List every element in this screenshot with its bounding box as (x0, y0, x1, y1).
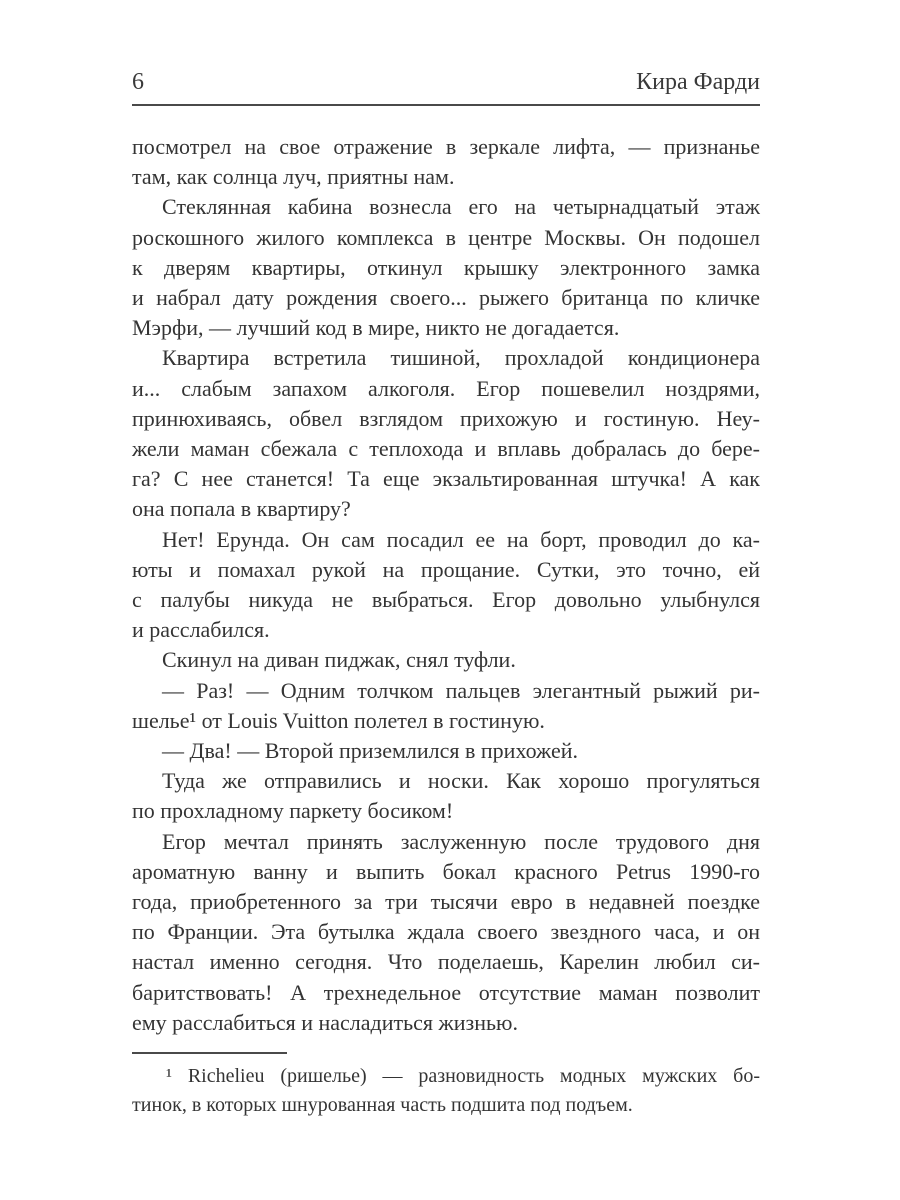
text-line: и набрал дату рождения своего... рыжего британца по кличке (132, 285, 760, 311)
text-line: — Два! — Второй приземлился в прихожей. (162, 738, 579, 764)
text-line: Стеклянная кабина вознесла его на четырнадцатый этаж (162, 194, 760, 220)
paragraph (132, 827, 760, 1038)
text-line: с палубы никуда не выбраться. Егор довольно улыбнулся (132, 587, 760, 613)
text-line: га? С нее станется! Та еще экзальтированная штучка! А как (132, 466, 760, 492)
text-line: Нет! Ерунда. Он сам посадил ее на борт, проводил до ка- (162, 526, 760, 552)
paragraph (132, 192, 760, 343)
paragraph (132, 525, 760, 646)
paragraph (132, 736, 760, 766)
text-line: баритствовать! А трехнедельное отсутствие маман позволит (132, 979, 760, 1005)
text-line: ему расслабиться и насладиться жизнью. (132, 1009, 518, 1035)
text-line: жели маман сбежала с теплохода и вплавь добралась до бере- (132, 436, 760, 462)
text-line: юты и помахал рукой на прощание. Сутки, это точно, ей (132, 556, 760, 582)
page-body (132, 132, 760, 1038)
text-line: посмотрел на свое отражение в зеркале лифта, — признанье (132, 134, 760, 159)
page-number: 6 (132, 69, 144, 95)
text-line: настал именно сегодня. Что поделаешь, Карелин любил си- (132, 949, 760, 975)
text-line: по прохладному паркету босиком! (132, 798, 454, 824)
paragraph (132, 1062, 760, 1120)
paragraph (132, 645, 760, 675)
text-line: тинок, в которых шнурованная часть подшита под подъем. (132, 1094, 633, 1117)
paragraph (132, 766, 760, 826)
text-line: она попала в квартиру? (132, 496, 351, 522)
footnote-separator (132, 1052, 287, 1054)
text-line: по Франции. Эта бутылка ждала своего звездного часа, и он (132, 919, 760, 945)
paragraph (132, 676, 760, 736)
text-line: Квартира встретила тишиной, прохладой кондиционера (162, 345, 760, 371)
text-line: года, приобретенного за три тысячи евро в недавней поездке (132, 889, 760, 915)
text-line: и... слабым запахом алкоголя. Егор пошевелил ноздрями, (132, 375, 760, 401)
page-content (132, 68, 760, 1120)
text-line: роскошного жилого комплекса в центре Москвы. Он подошел (132, 224, 760, 250)
text-line: ¹ Richelieu (ришелье) — разновидность модных мужских бо- (166, 1065, 760, 1088)
footnote-text (132, 1062, 760, 1120)
text-line: и расслабился. (132, 617, 270, 643)
text-line: Туда же отправились и носки. Как хорошо прогуляться (162, 768, 760, 794)
text-line: Мэрфи, — лучший код в мире, никто не догадается. (132, 315, 620, 341)
text-line: Егор мечтал принять заслуженную после трудового дня (162, 828, 760, 854)
text-line: принюхиваясь, обвел взглядом прихожую и гостиную. Неу- (132, 405, 760, 431)
paragraph (132, 132, 760, 192)
footnote (132, 1052, 760, 1120)
text-line: Скинул на диван пиджак, снял туфли. (162, 647, 516, 673)
text-line: ароматную ванну и выпить бокал красного Petrus 1990-го (132, 858, 760, 884)
running-head (132, 68, 760, 106)
text-line: там, как солнца луч, приятны нам. (132, 164, 455, 190)
text-line: шелье¹ от Louis Vuitton полетел в гостиную. (132, 707, 545, 733)
text-line: — Раз! — Одним толчком пальцев элегантный рыжий ри- (162, 677, 760, 703)
paragraph (132, 343, 760, 524)
text-line: к дверям квартиры, откинул крышку электронного замка (132, 254, 760, 280)
running-head-author: Кира Фарди (636, 69, 760, 95)
